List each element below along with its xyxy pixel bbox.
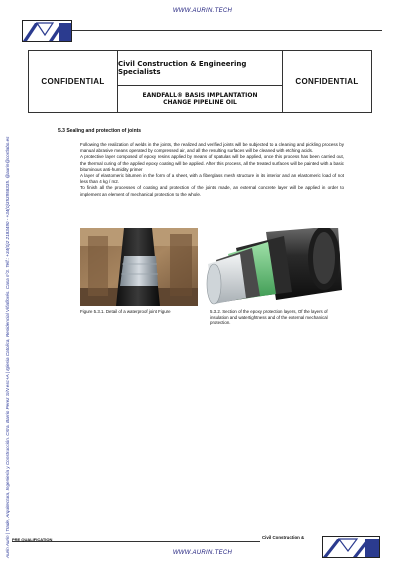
- side-contact-text: Aurin Aurin | Trade, Arquitectura, Ingeniería y Construcción. Crtra. Barrio Perez S/N esc+A | Iglesia Catolica, Residencial Viñaflorés. Casa nº3. Telf.: +34(0)2 2183490 - +34(0)353958335. @aurin@cortlabo.es: [5, 136, 10, 558]
- side-contact-strip: [3, 30, 13, 560]
- figure-caption-2: 5.3.2. Section of the epoxy protection layers, Of the layers of insulation and watertightness and of the external mechanical protection.: [210, 309, 328, 326]
- bottom-website-link[interactable]: WWW.AURIN.TECH: [172, 550, 233, 556]
- footer-label: PRE QUALIFICATION: [12, 537, 53, 542]
- paragraph: Following the realization of welds in the joints, the realized and verified joints will be subjected to a cleaning and pickling process by manual abrasive means operated by compressed air, and all the resulting surfaces will be cleaned with etching acids.: [80, 142, 344, 154]
- paragraph: A layer of elastomeric bitumen in the form of a sheet, with a fiberglass mesh structure in its interior and an elastomeric load of not less than 4 kg / m2.: [80, 173, 344, 185]
- company-name: Civil Construction & Engineering Specialists: [118, 51, 282, 86]
- paragraph: A protective layer composed of epoxy resins applied by means of spatulas will be applied, once this process has been carried out, the thermal curing of the applied epoxy coating will be applied. After this process, all the treated surfaces will be painted with a basic bituminous anti-humidity primer: [80, 154, 344, 172]
- section-body: [80, 142, 344, 198]
- top-website-link[interactable]: WWW.AURIN.TECH: [172, 8, 233, 14]
- footer-company: Civil Construction &: [262, 535, 305, 540]
- figure-waterproof-joint-photo: [80, 228, 198, 306]
- document-title-line1: EANDFALL® BASIS IMPLANTATION: [142, 91, 258, 99]
- top-left-logo: [22, 20, 72, 42]
- section-heading: 5.3 Sealing and protection of joints: [58, 128, 142, 134]
- confidential-left: CONFIDENTIAL: [29, 51, 118, 112]
- document-title: [118, 86, 282, 112]
- top-rule: [72, 30, 382, 31]
- figure-protection-layers-render: [206, 228, 346, 306]
- paragraph: To finish all the processes of coating and protection of the joints made, an external concrete layer will be applied in order to implement an element of mechanical protection to the whole.: [80, 185, 344, 197]
- document-header: [28, 50, 372, 113]
- figure-caption-1: Figure 5.3.1. Detail of a waterproof joint Figure: [80, 309, 171, 314]
- confidential-right: CONFIDENTIAL: [282, 51, 371, 112]
- logo-mark-icon: [23, 21, 71, 41]
- document-title-line2: CHANGE PIPELINE OIL: [163, 99, 237, 106]
